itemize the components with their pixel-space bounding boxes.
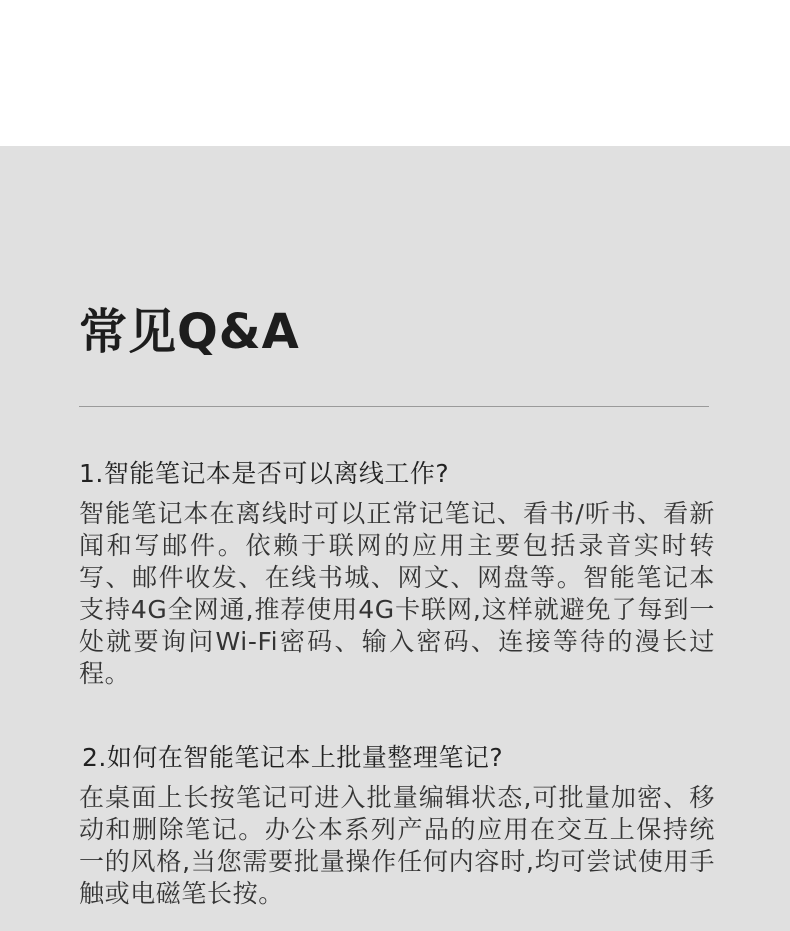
faq-item-offline [79,458,715,690]
top-blank-area [0,0,790,146]
faq-answer: 智能笔记本在离线时可以正常记笔记、看书/听书、看新闻和写邮件。依赖于联网的应用主要包括录音实时转写、邮件收发、在线书城、网文、网盘等。智能笔记本支持4G全网通,推荐使用4G卡联网,这样就避免了每到一处就要询问Wi-Fi密码、输入密码、连接等待的漫长过程。 [79,499,715,688]
title-divider [79,406,709,407]
faq-panel [0,146,790,931]
faq-answer: 在桌面上长按笔记可进入批量编辑状态,可批量加密、移动和删除笔记。办公本系列产品的应用在交互上保持统一的风格,当您需要批量操作任何内容时,均可尝试使用手触或电磁笔长按。 [79,783,715,908]
faq-question: 1.智能笔记本是否可以离线工作? [79,459,450,488]
faq-item-batch-organize [79,742,715,910]
page-title: 常见Q&A [79,304,300,360]
faq-question: 2.如何在智能笔记本上批量整理笔记? [82,743,504,772]
